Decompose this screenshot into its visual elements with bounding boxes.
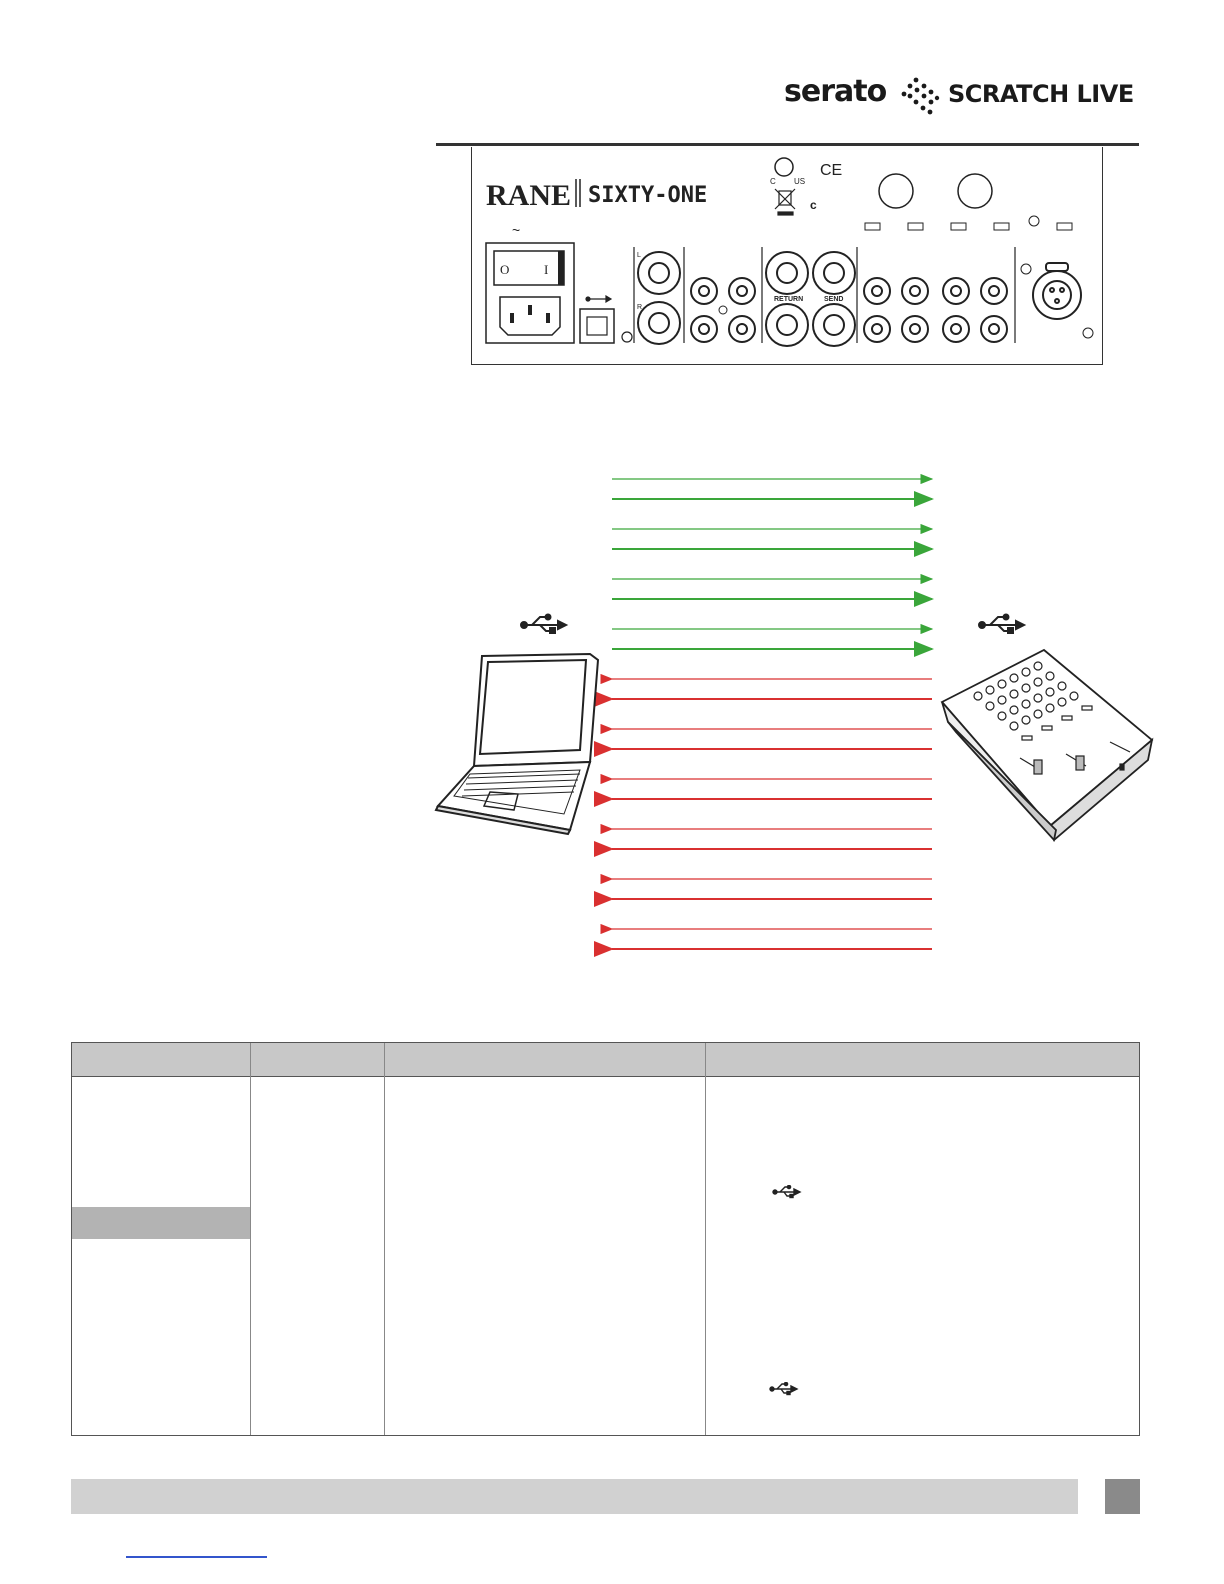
rca-jacks-1 <box>691 278 755 342</box>
column-header <box>72 1043 250 1076</box>
panel-brand: RANE <box>486 179 572 212</box>
usb-icon <box>586 296 611 302</box>
table-column-4 <box>706 1043 1139 1435</box>
svg-text:C: C <box>770 177 776 186</box>
serato-dots-icon <box>896 72 942 118</box>
computer-to-mixer-arrows <box>612 479 932 649</box>
gain-knob-2 <box>958 174 992 208</box>
svg-text:US: US <box>794 177 806 186</box>
booth-out-jacks <box>638 252 680 344</box>
usb-icon <box>521 615 566 634</box>
svg-text:I: I <box>544 262 549 277</box>
send-label: SEND <box>824 296 844 303</box>
svg-text:R: R <box>637 304 643 311</box>
signal-flow-diagram <box>430 470 1160 970</box>
table-row-highlight <box>72 1207 250 1239</box>
table-column-1 <box>72 1043 251 1435</box>
gain-knob-1 <box>879 174 913 208</box>
svg-text:c: c <box>810 198 817 212</box>
laptop-icon <box>436 654 598 834</box>
panel-model: SIXTY-ONE <box>588 183 708 208</box>
csa-icon <box>775 158 793 176</box>
svg-text:L: L <box>637 252 641 259</box>
ce-mark: CE <box>820 162 843 179</box>
serato-scratch-live-logo <box>780 70 1145 120</box>
brand-name: serato <box>784 74 887 109</box>
footer-link-underline[interactable] <box>126 1556 267 1558</box>
usb-icon <box>979 615 1024 634</box>
usb-b-port <box>580 309 614 343</box>
iec-power-inlet <box>500 297 560 335</box>
return-label: RETURN <box>774 296 804 303</box>
mixer-rear-panel <box>471 147 1103 365</box>
usb-icon <box>769 1382 799 1396</box>
footer-bar <box>71 1479 1078 1514</box>
spec-table <box>71 1042 1140 1436</box>
column-header <box>706 1043 1139 1076</box>
mixer-to-computer-arrows <box>612 679 932 970</box>
svg-text:O: O <box>500 262 510 277</box>
panel-switches <box>865 223 1072 230</box>
column-header <box>251 1043 384 1076</box>
svg-text:~: ~ <box>512 222 521 238</box>
weee-bin-icon <box>775 189 795 215</box>
product-name: SCRATCH LIVE <box>948 80 1134 108</box>
column-header <box>385 1043 705 1076</box>
table-column-2 <box>251 1043 385 1435</box>
panel-top-rule <box>436 143 1139 146</box>
usb-icon <box>772 1185 802 1199</box>
table-column-3 <box>385 1043 706 1435</box>
page-number-box <box>1105 1479 1140 1514</box>
rca-jacks-2 <box>864 278 1007 342</box>
xlr-mic-input <box>1033 263 1081 319</box>
